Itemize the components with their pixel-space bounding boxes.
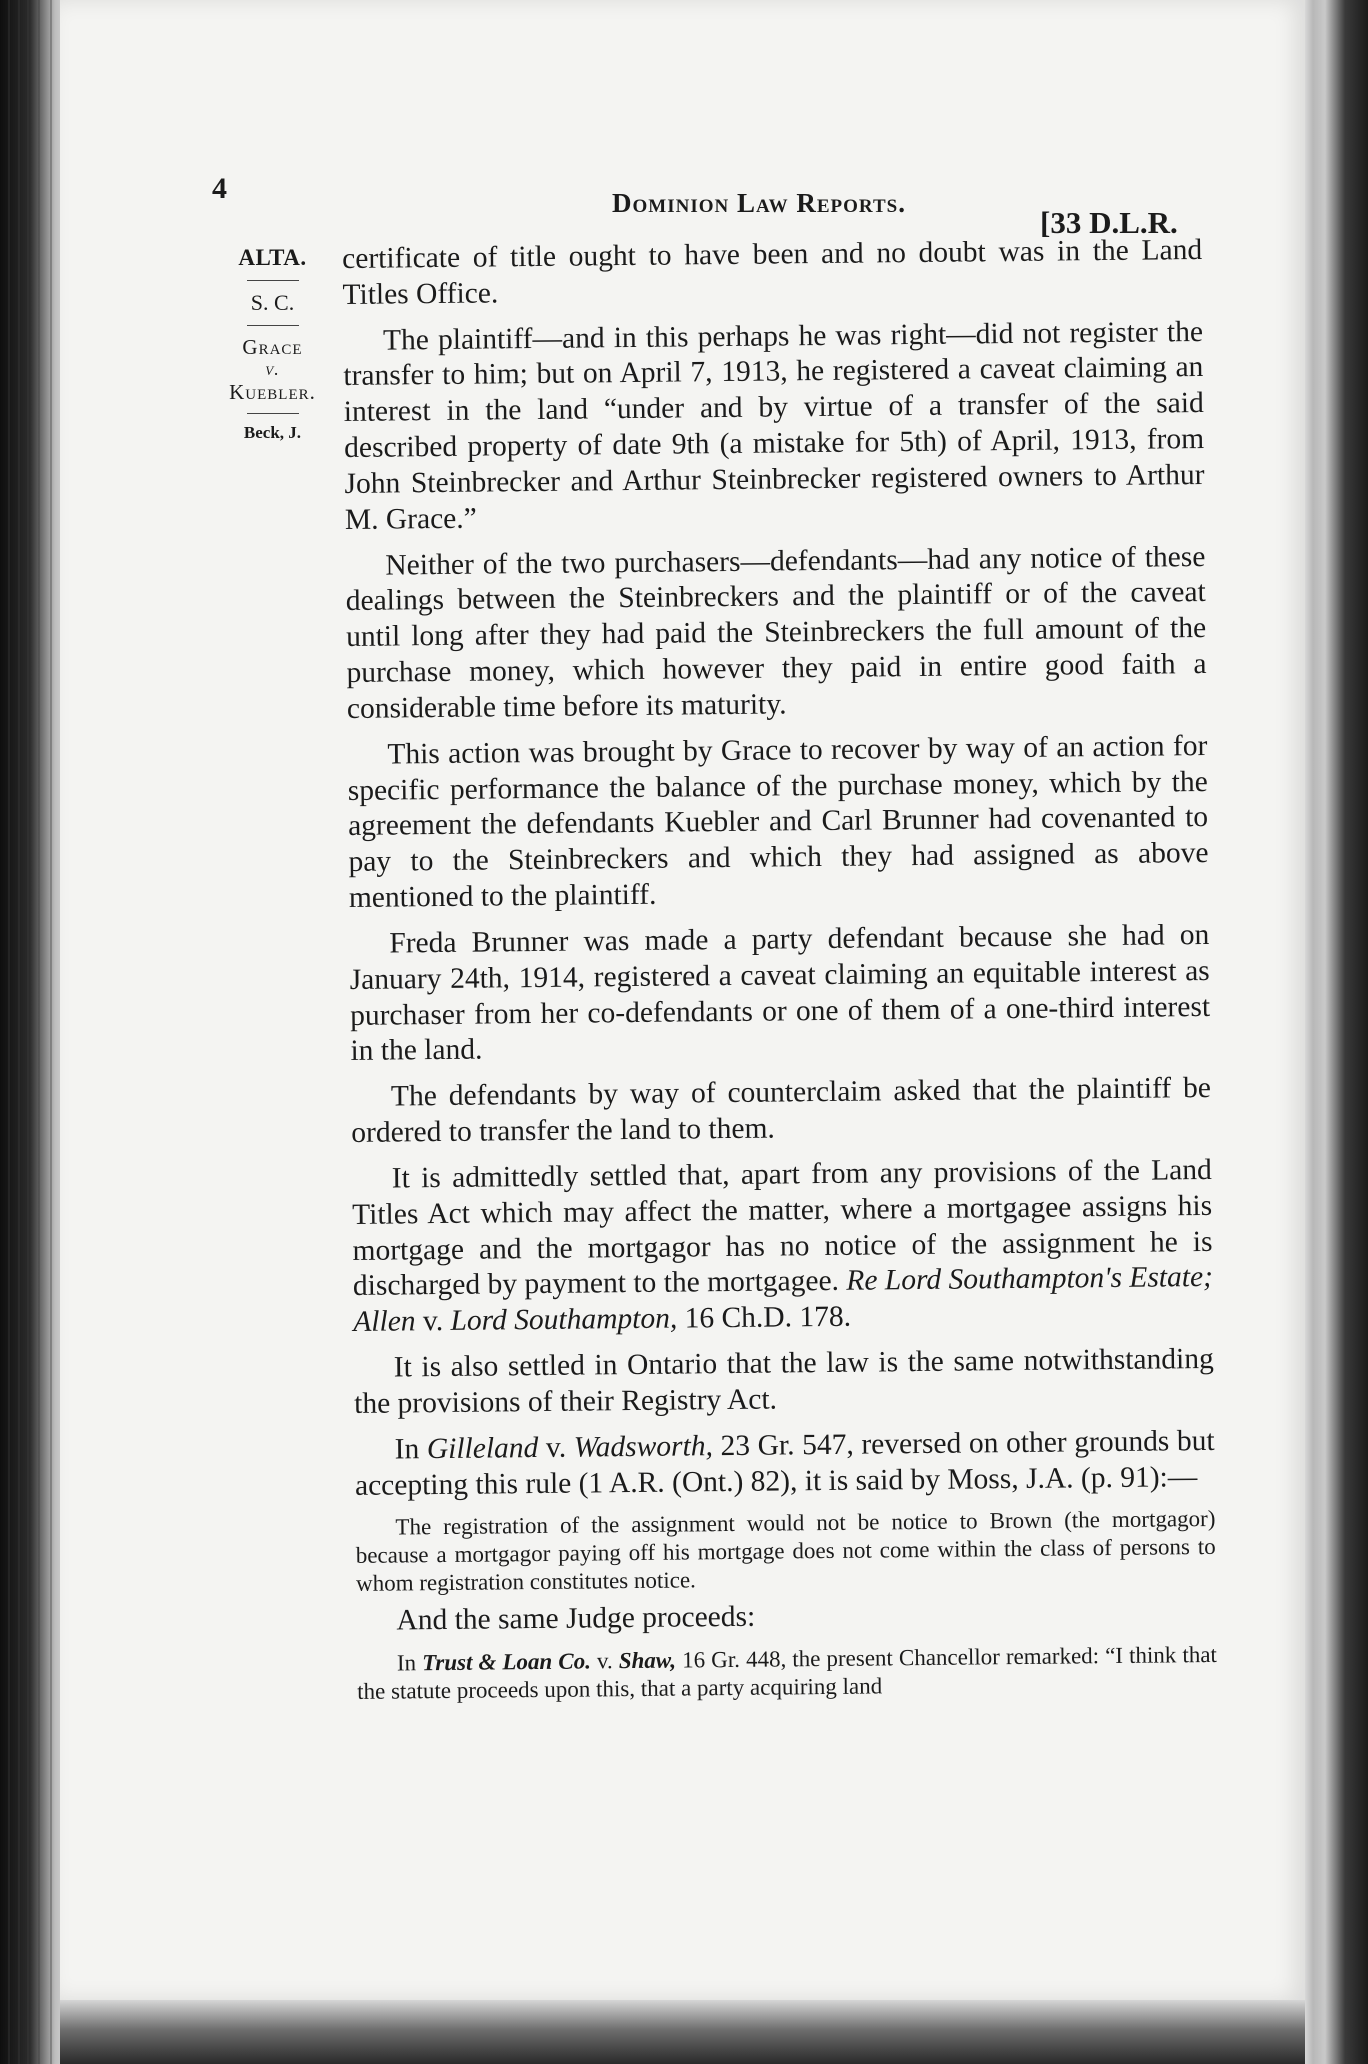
paragraph-text: 23 Gr. 547, reversed on other grounds but accepting this rule (1 A.R. (Ont.) 82), it is said by Moss, J.A. (p. 91):— (354, 1424, 1215, 1502)
body-text (342, 233, 1217, 1712)
page-right-edge (1305, 0, 1368, 2064)
paragraph: This action was brought by Grace to recover by way of an action for specific performance the balance of the purchase money, which by the agreement the defendants Kuebler and Carl Brunner had covenanted to pay to the Steinbreckers and which they had assigned as above mentioned to the plaintiff. (347, 729, 1209, 915)
margin-case-party-1: Grace (242, 334, 303, 359)
margin-case-party-2: Kuebler. (229, 379, 316, 404)
case-citation: Gilleland (426, 1431, 539, 1465)
paragraph (352, 1153, 1214, 1341)
paragraph: The defendants by way of counterclaim asked that the plaintiff be ordered to transfer the land to them. (351, 1072, 1212, 1149)
margin-court: S. C. (250, 290, 295, 316)
margin-case-name (205, 335, 340, 404)
running-head: Dominion Law Reports. (612, 188, 906, 218)
binding-stripe (50, 0, 52, 2064)
paragraph-text: In (394, 1432, 420, 1466)
case-citation: Trust & Loan Co. (421, 1648, 592, 1676)
citation-reference: 16 Ch.D. 178. (684, 1300, 852, 1335)
block-quote (357, 1641, 1218, 1706)
page-number: 4 (212, 172, 227, 205)
citation-versus: v. (422, 1305, 444, 1338)
margin-case-versus: v. (265, 358, 280, 379)
paragraph: Neither of the two purchasers—defendants—had any notice of these dealings between the Steinbreckers and the plaintiff or of the caveat until long after they had paid the Steinbreckers the full amount of the purchase money, which however they paid in entire good faith a considerable time before its maturity. (345, 540, 1207, 725)
margin-rule (247, 413, 299, 414)
citation-versus: v. (596, 1648, 613, 1674)
case-citation: Shaw, (618, 1647, 677, 1674)
margin-notes (205, 245, 340, 442)
margin-province: ALTA. (238, 245, 307, 270)
margin-rule (247, 280, 299, 281)
paragraph: The plaintiff—and in this perhaps he was right—did not register the transfer to him; but on April 7, 1913, he registered a caveat claiming an interest in the land “under and by virtue of a transfer of the said described property of date 9th (a mistake for 5th) of April, 1913, from John Steinbrecker and Arthur Steinbrecker registered owners to Arthur M. Grace.” (343, 315, 1205, 536)
paragraph: And the same Judge proceeds: (396, 1601, 756, 1637)
paragraph (354, 1424, 1215, 1505)
binding-stripe (18, 0, 20, 2064)
case-citation: Wadsworth, (573, 1429, 714, 1464)
paragraph: certificate of title ought to have been and no doubt was in the Land Titles Office. (342, 233, 1203, 311)
paragraph-text: It is admittedly settled that, apart from any provisions of the Land Titles Act which may affect the matter, where a mortgagee assigns his mortgage and the mortgagor has no notice of the assignment he is discharged by payment to the mortgagee. (352, 1153, 1213, 1303)
margin-judge: Beck, J. (243, 422, 302, 442)
binding-stripe (27, 0, 29, 2064)
case-citation: Re Lord Southampton's Estate; Allen (353, 1261, 1214, 1339)
margin-rule (247, 325, 299, 326)
page-bottom-shadow (60, 2000, 1305, 2064)
paragraph: It is also settled in Ontario that the law is the same notwithstanding the provisions of their Registry Act. (353, 1342, 1214, 1420)
binding-stripe (8, 0, 10, 2064)
quote-text: 16 Gr. 448, the present Chancellor remarked: “I think that the statute proceeds upon this, that a party acquiring land (357, 1642, 1218, 1705)
volume-reference: [33 D.L.R. (1040, 205, 1178, 240)
binding-stripe (38, 0, 40, 2064)
paragraph: Freda Brunner was made a party defendant because she had on January 24th, 1914, registered a caveat claiming an equitable interest as purchaser from her co-defendants or one of them of a one-third interest in the land. (349, 918, 1211, 1068)
case-citation: Lord Southampton, (450, 1302, 678, 1338)
citation-versus: v. (545, 1431, 567, 1464)
block-quote: The registration of the assignment would not be notice to Brown (the mortgagor) because a mortgagor paying off his mortgage does not come within the class of persons to whom registration constitutes notice. (355, 1506, 1216, 1597)
quote-text: In (396, 1650, 417, 1676)
